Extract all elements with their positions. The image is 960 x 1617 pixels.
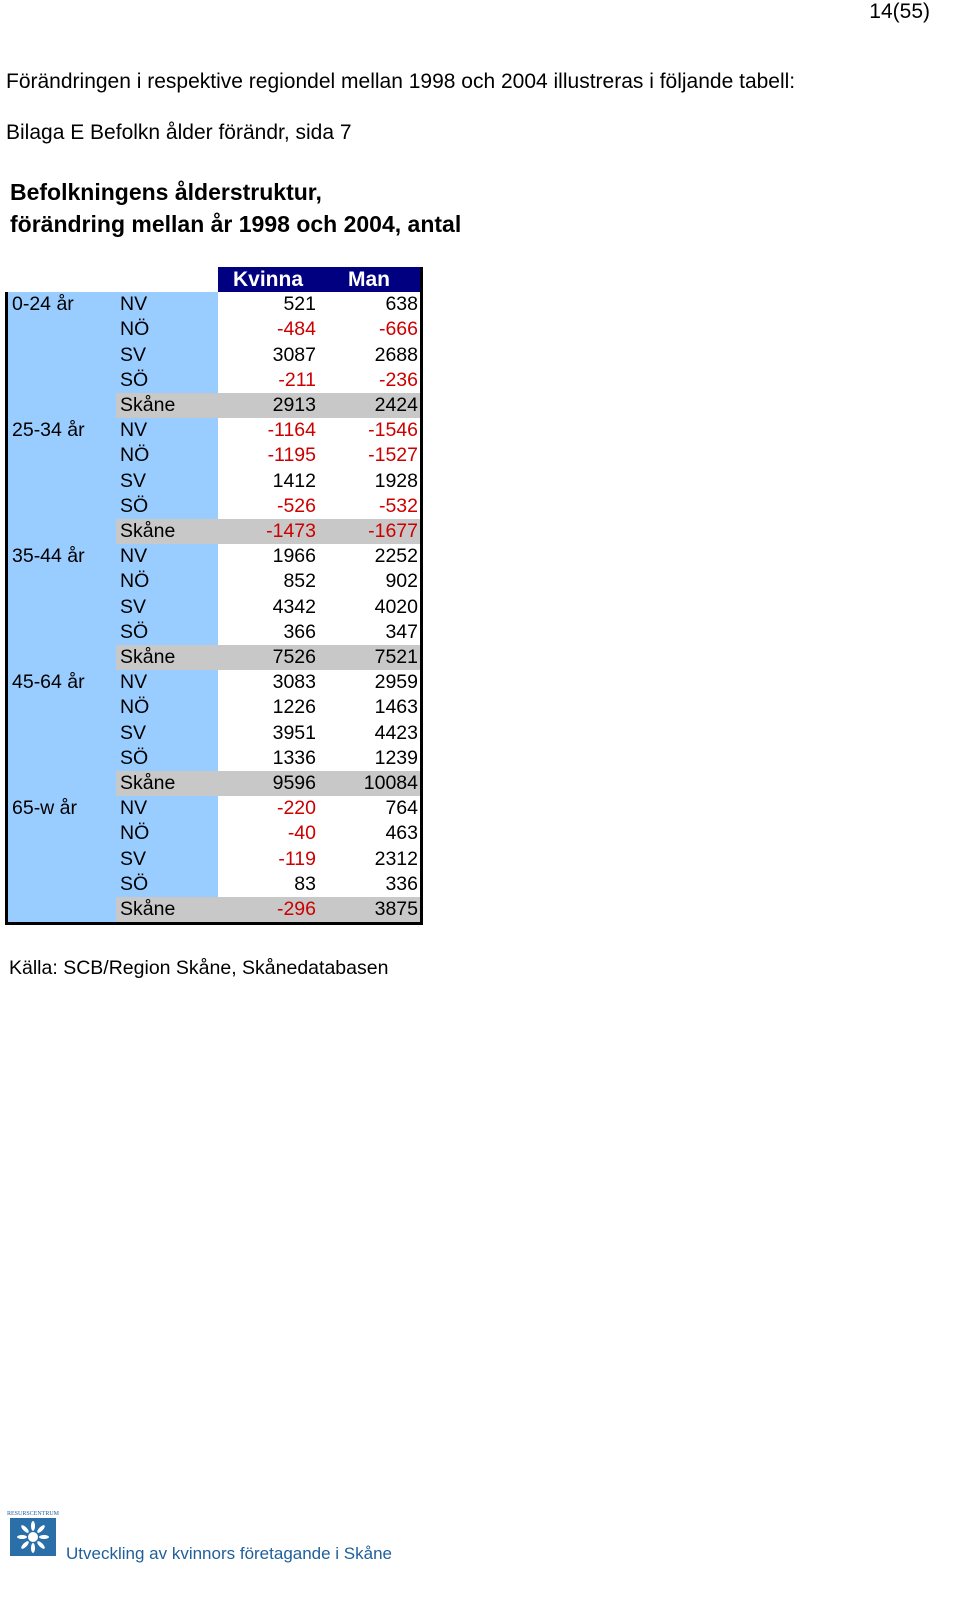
region-cell: NV (116, 418, 218, 443)
man-value: 2312 (318, 847, 422, 872)
kvinna-value: 1336 (218, 746, 318, 771)
kvinna-value: -220 (218, 796, 318, 821)
age-group-cell (7, 645, 117, 670)
table-row (7, 469, 422, 494)
age-group-cell (7, 443, 117, 468)
man-value: -236 (318, 368, 422, 393)
table-header-row (7, 267, 422, 292)
kvinna-value: 9596 (218, 771, 318, 796)
table-row (7, 620, 422, 645)
region-cell: SÖ (116, 494, 218, 519)
region-cell: NÖ (116, 443, 218, 468)
table-row (7, 670, 422, 695)
age-group-cell (7, 595, 117, 620)
man-value: 2959 (318, 670, 422, 695)
region-cell: Skåne (116, 771, 218, 796)
kvinna-value: 4342 (218, 595, 318, 620)
man-value: 1928 (318, 469, 422, 494)
table-title (10, 176, 461, 240)
kvinna-value: 3083 (218, 670, 318, 695)
age-group-cell: 0-24 år (7, 292, 117, 317)
kvinna-value: -1473 (218, 519, 318, 544)
table-row (7, 544, 422, 569)
region-cell: NÖ (116, 569, 218, 594)
table-row (7, 645, 422, 670)
intro-text: Förändringen i respektive regiondel mellan 1998 och 2004 illustreras i följande tabell: (6, 70, 796, 93)
age-group-cell (7, 519, 117, 544)
kvinna-value: 521 (218, 292, 318, 317)
region-cell: SÖ (116, 746, 218, 771)
man-value: 2424 (318, 393, 422, 418)
age-group-cell (7, 368, 117, 393)
kvinna-value: 1966 (218, 544, 318, 569)
age-group-cell (7, 469, 117, 494)
source-note: Källa: SCB/Region Skåne, Skånedatabasen (9, 957, 389, 979)
age-group-cell (7, 721, 117, 746)
table-row (7, 771, 422, 796)
header-blank (7, 267, 219, 292)
logo-text: RESURSCENTRUM (6, 1511, 60, 1517)
region-cell: SV (116, 847, 218, 872)
kvinna-value: 852 (218, 569, 318, 594)
man-value: 1239 (318, 746, 422, 771)
man-value: 4020 (318, 595, 422, 620)
kvinna-value: 3951 (218, 721, 318, 746)
man-value: 902 (318, 569, 422, 594)
age-group-cell (7, 343, 117, 368)
man-value: -666 (318, 317, 422, 342)
region-cell: SV (116, 721, 218, 746)
table-row (7, 872, 422, 897)
kvinna-value: -1195 (218, 443, 318, 468)
man-value: -1546 (318, 418, 422, 443)
kvinna-value: -119 (218, 847, 318, 872)
man-value: 347 (318, 620, 422, 645)
kvinna-value: -1164 (218, 418, 318, 443)
appendix-reference: Bilaga E Befolkn ålder förändr, sida 7 (6, 121, 352, 144)
age-group-cell: 65-w år (7, 796, 117, 821)
kvinna-value: 83 (218, 872, 318, 897)
resurscentrum-logo (4, 1508, 62, 1562)
kvinna-value: 1226 (218, 695, 318, 720)
age-group-cell (7, 695, 117, 720)
table-row (7, 317, 422, 342)
man-value: 1463 (318, 695, 422, 720)
region-cell: Skåne (116, 519, 218, 544)
footer-text: Utveckling av kvinnors företagande i Skåne (66, 1544, 393, 1563)
age-group-cell (7, 569, 117, 594)
kvinna-value: -296 (218, 897, 318, 924)
table-row (7, 494, 422, 519)
age-group-cell (7, 872, 117, 897)
age-group-cell: 25-34 år (7, 418, 117, 443)
region-cell: Skåne (116, 897, 218, 924)
region-cell: NV (116, 670, 218, 695)
region-cell: SV (116, 343, 218, 368)
man-value: 463 (318, 821, 422, 846)
man-value: 336 (318, 872, 422, 897)
table-row (7, 519, 422, 544)
region-cell: SÖ (116, 620, 218, 645)
table-row (7, 721, 422, 746)
region-cell: Skåne (116, 645, 218, 670)
region-cell: SV (116, 469, 218, 494)
kvinna-value: -40 (218, 821, 318, 846)
region-cell: NÖ (116, 695, 218, 720)
table-row (7, 368, 422, 393)
region-cell: NV (116, 796, 218, 821)
kvinna-value: 366 (218, 620, 318, 645)
region-cell: NV (116, 292, 218, 317)
table-row (7, 695, 422, 720)
table-row (7, 821, 422, 846)
kvinna-value: 1412 (218, 469, 318, 494)
age-group-cell (7, 897, 117, 924)
header-man: Man (318, 267, 422, 292)
table-row (7, 569, 422, 594)
kvinna-value: -484 (218, 317, 318, 342)
man-value: 2252 (318, 544, 422, 569)
table-row (7, 595, 422, 620)
table-row (7, 796, 422, 821)
man-value: 764 (318, 796, 422, 821)
man-value: 4423 (318, 721, 422, 746)
man-value: 638 (318, 292, 422, 317)
table-row (7, 746, 422, 771)
man-value: 10084 (318, 771, 422, 796)
age-group-cell: 45-64 år (7, 670, 117, 695)
region-cell: Skåne (116, 393, 218, 418)
table-row (7, 897, 422, 924)
man-value: -1527 (318, 443, 422, 468)
kvinna-value: -211 (218, 368, 318, 393)
table-title-line1: Befolkningens ålderstruktur, (10, 179, 322, 205)
kvinna-value: 7526 (218, 645, 318, 670)
kvinna-value: -526 (218, 494, 318, 519)
table-row (7, 393, 422, 418)
table-body (7, 292, 422, 924)
region-cell: SÖ (116, 872, 218, 897)
kvinna-value: 3087 (218, 343, 318, 368)
population-change-table (5, 267, 423, 925)
age-group-cell (7, 847, 117, 872)
age-group-cell (7, 620, 117, 645)
region-cell: SÖ (116, 368, 218, 393)
age-group-cell (7, 393, 117, 418)
header-kvinna: Kvinna (218, 267, 318, 292)
age-group-cell (7, 746, 117, 771)
age-group-cell (7, 494, 117, 519)
man-value: 2688 (318, 343, 422, 368)
table-row (7, 847, 422, 872)
man-value: -1677 (318, 519, 422, 544)
table-row (7, 418, 422, 443)
region-cell: NV (116, 544, 218, 569)
age-group-cell (7, 317, 117, 342)
man-value: 3875 (318, 897, 422, 924)
flower-icon (17, 1521, 49, 1553)
table-row (7, 292, 422, 317)
region-cell: NÖ (116, 317, 218, 342)
page-number: 14(55) (869, 0, 930, 23)
man-value: -532 (318, 494, 422, 519)
table-row (7, 343, 422, 368)
table-row (7, 443, 422, 468)
age-group-cell (7, 771, 117, 796)
region-cell: SV (116, 595, 218, 620)
age-group-cell: 35-44 år (7, 544, 117, 569)
table-title-line2: förändring mellan år 1998 och 2004, antal (10, 211, 462, 237)
age-group-cell (7, 821, 117, 846)
region-cell: NÖ (116, 821, 218, 846)
man-value: 7521 (318, 645, 422, 670)
kvinna-value: 2913 (218, 393, 318, 418)
